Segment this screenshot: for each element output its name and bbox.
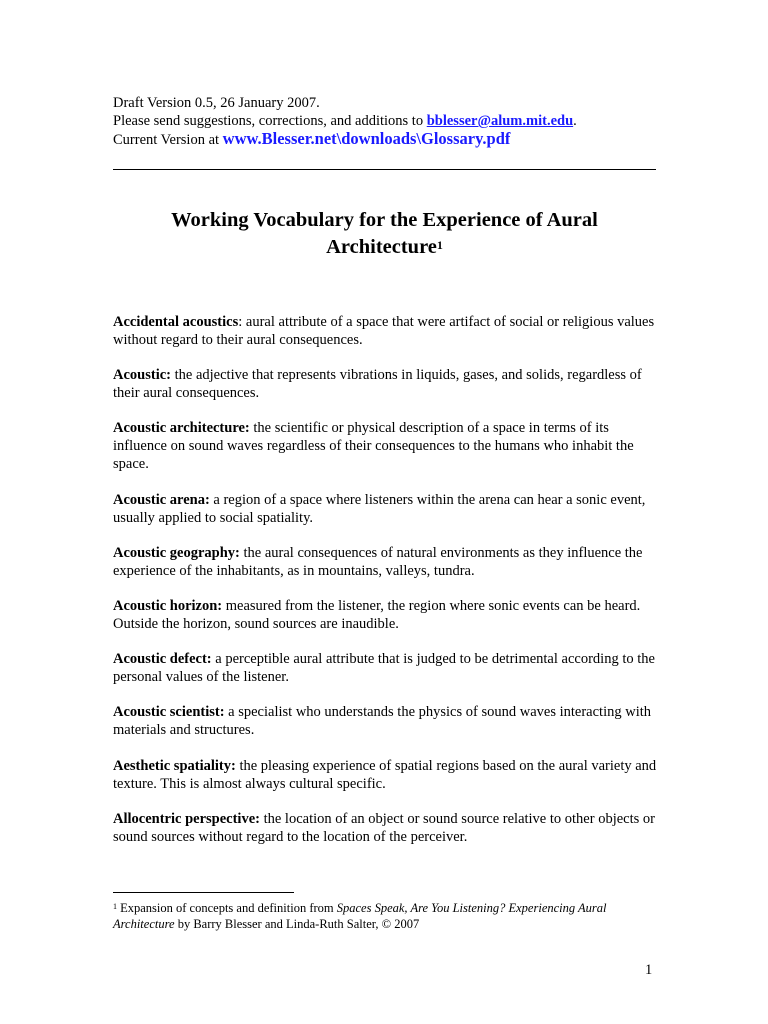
- glossary-entry: [113, 703, 658, 739]
- glossary-entry: [113, 366, 658, 402]
- footnote-mark: 1: [113, 902, 117, 911]
- document-header: [113, 94, 577, 149]
- current-version-prefix: Current Version at: [113, 132, 223, 148]
- download-url-link[interactable]: www.Blesser.net\downloads\Glossary.pdf: [222, 129, 511, 148]
- glossary-entry: [113, 757, 658, 793]
- entry-definition: a specialist who understands the physics of sound waves interacting with materials and structures.: [113, 704, 652, 739]
- glossary-entry: [113, 419, 658, 473]
- entry-term: Allocentric perspective:: [113, 810, 260, 827]
- title-line-1: Working Vocabulary for the Experience of Aural: [171, 209, 598, 231]
- current-version-line: [113, 130, 577, 149]
- entry-term: Acoustic architecture:: [113, 420, 250, 437]
- draft-version-line: Draft Version 0.5, 26 January 2007.: [113, 95, 320, 111]
- entry-definition: measured from the listener, the region where sonic events can be heard. Outside the horizon, sound sources are inaudible.: [113, 597, 641, 632]
- entry-term: Acoustic:: [113, 367, 171, 384]
- entry-term: Acoustic defect:: [113, 651, 212, 668]
- entry-definition: a perceptible aural attribute that is judged to be detrimental according to the personal values of the listener.: [113, 651, 655, 686]
- suggestions-suffix: .: [573, 113, 577, 129]
- glossary-entry: [113, 544, 658, 580]
- entry-term: Acoustic arena:: [113, 491, 210, 508]
- entry-definition: a region of a space where listeners within the arena can hear a sonic event, usually applied to social spatiality.: [113, 491, 646, 526]
- title-line-2-text: Architecture: [326, 236, 437, 258]
- title-footnote-mark[interactable]: 1: [436, 238, 443, 252]
- glossary-entries: [113, 313, 658, 863]
- footnote: [113, 900, 658, 932]
- entry-term: Acoustic scientist:: [113, 704, 225, 721]
- header-divider: [113, 169, 656, 170]
- entry-term: Acoustic geography:: [113, 544, 240, 561]
- entry-definition: the scientific or physical description of a space in terms of its influence on sound waves regardless of their consequences to the humans who inhabit the space.: [113, 420, 634, 473]
- glossary-entry: [113, 597, 658, 633]
- entry-definition: the aural consequences of natural environments as they influence the experience of the inhabitants, as in mountains, valleys, tundra.: [113, 544, 643, 579]
- entry-term: Aesthetic spatiality:: [113, 757, 236, 774]
- glossary-entry: [113, 650, 658, 686]
- title-line-2: [113, 234, 656, 261]
- glossary-entry: [113, 810, 658, 846]
- entry-definition: : aural attribute of a space that were artifact of social or religious values without regard to their aural consequences.: [113, 314, 655, 348]
- suggestions-prefix: Please send suggestions, corrections, and additions to: [113, 113, 427, 129]
- email-link[interactable]: bblesser@alum.mit.edu: [426, 113, 574, 129]
- footnote-suffix: by Barry Blesser and Linda-Ruth Salter, © 2007: [174, 917, 420, 931]
- glossary-entry: [113, 491, 658, 527]
- page-number: 1: [645, 962, 653, 978]
- entry-definition: the pleasing experience of spatial regions based on the aural variety and texture. This is almost always cultural specific.: [113, 757, 657, 792]
- glossary-entry: [113, 313, 658, 349]
- entry-term: Acoustic horizon:: [113, 597, 223, 614]
- footnote-prefix: Expansion of concepts and definition from: [117, 901, 337, 915]
- entry-definition: the location of an object or sound source relative to other objects or sound sources without regard to the location of the perceiver.: [113, 810, 655, 845]
- entry-definition: the adjective that represents vibrations in liquids, gases, and solids, regardless of their aural consequences.: [113, 367, 642, 402]
- page-title: [113, 207, 656, 261]
- entry-term: Accidental acoustics: [113, 314, 239, 330]
- footnote-book-title: Spaces Speak, Are You Listening? Experiencing Aural Architecture: [113, 901, 607, 931]
- footnote-divider: [113, 892, 294, 893]
- suggestions-line: [113, 112, 577, 130]
